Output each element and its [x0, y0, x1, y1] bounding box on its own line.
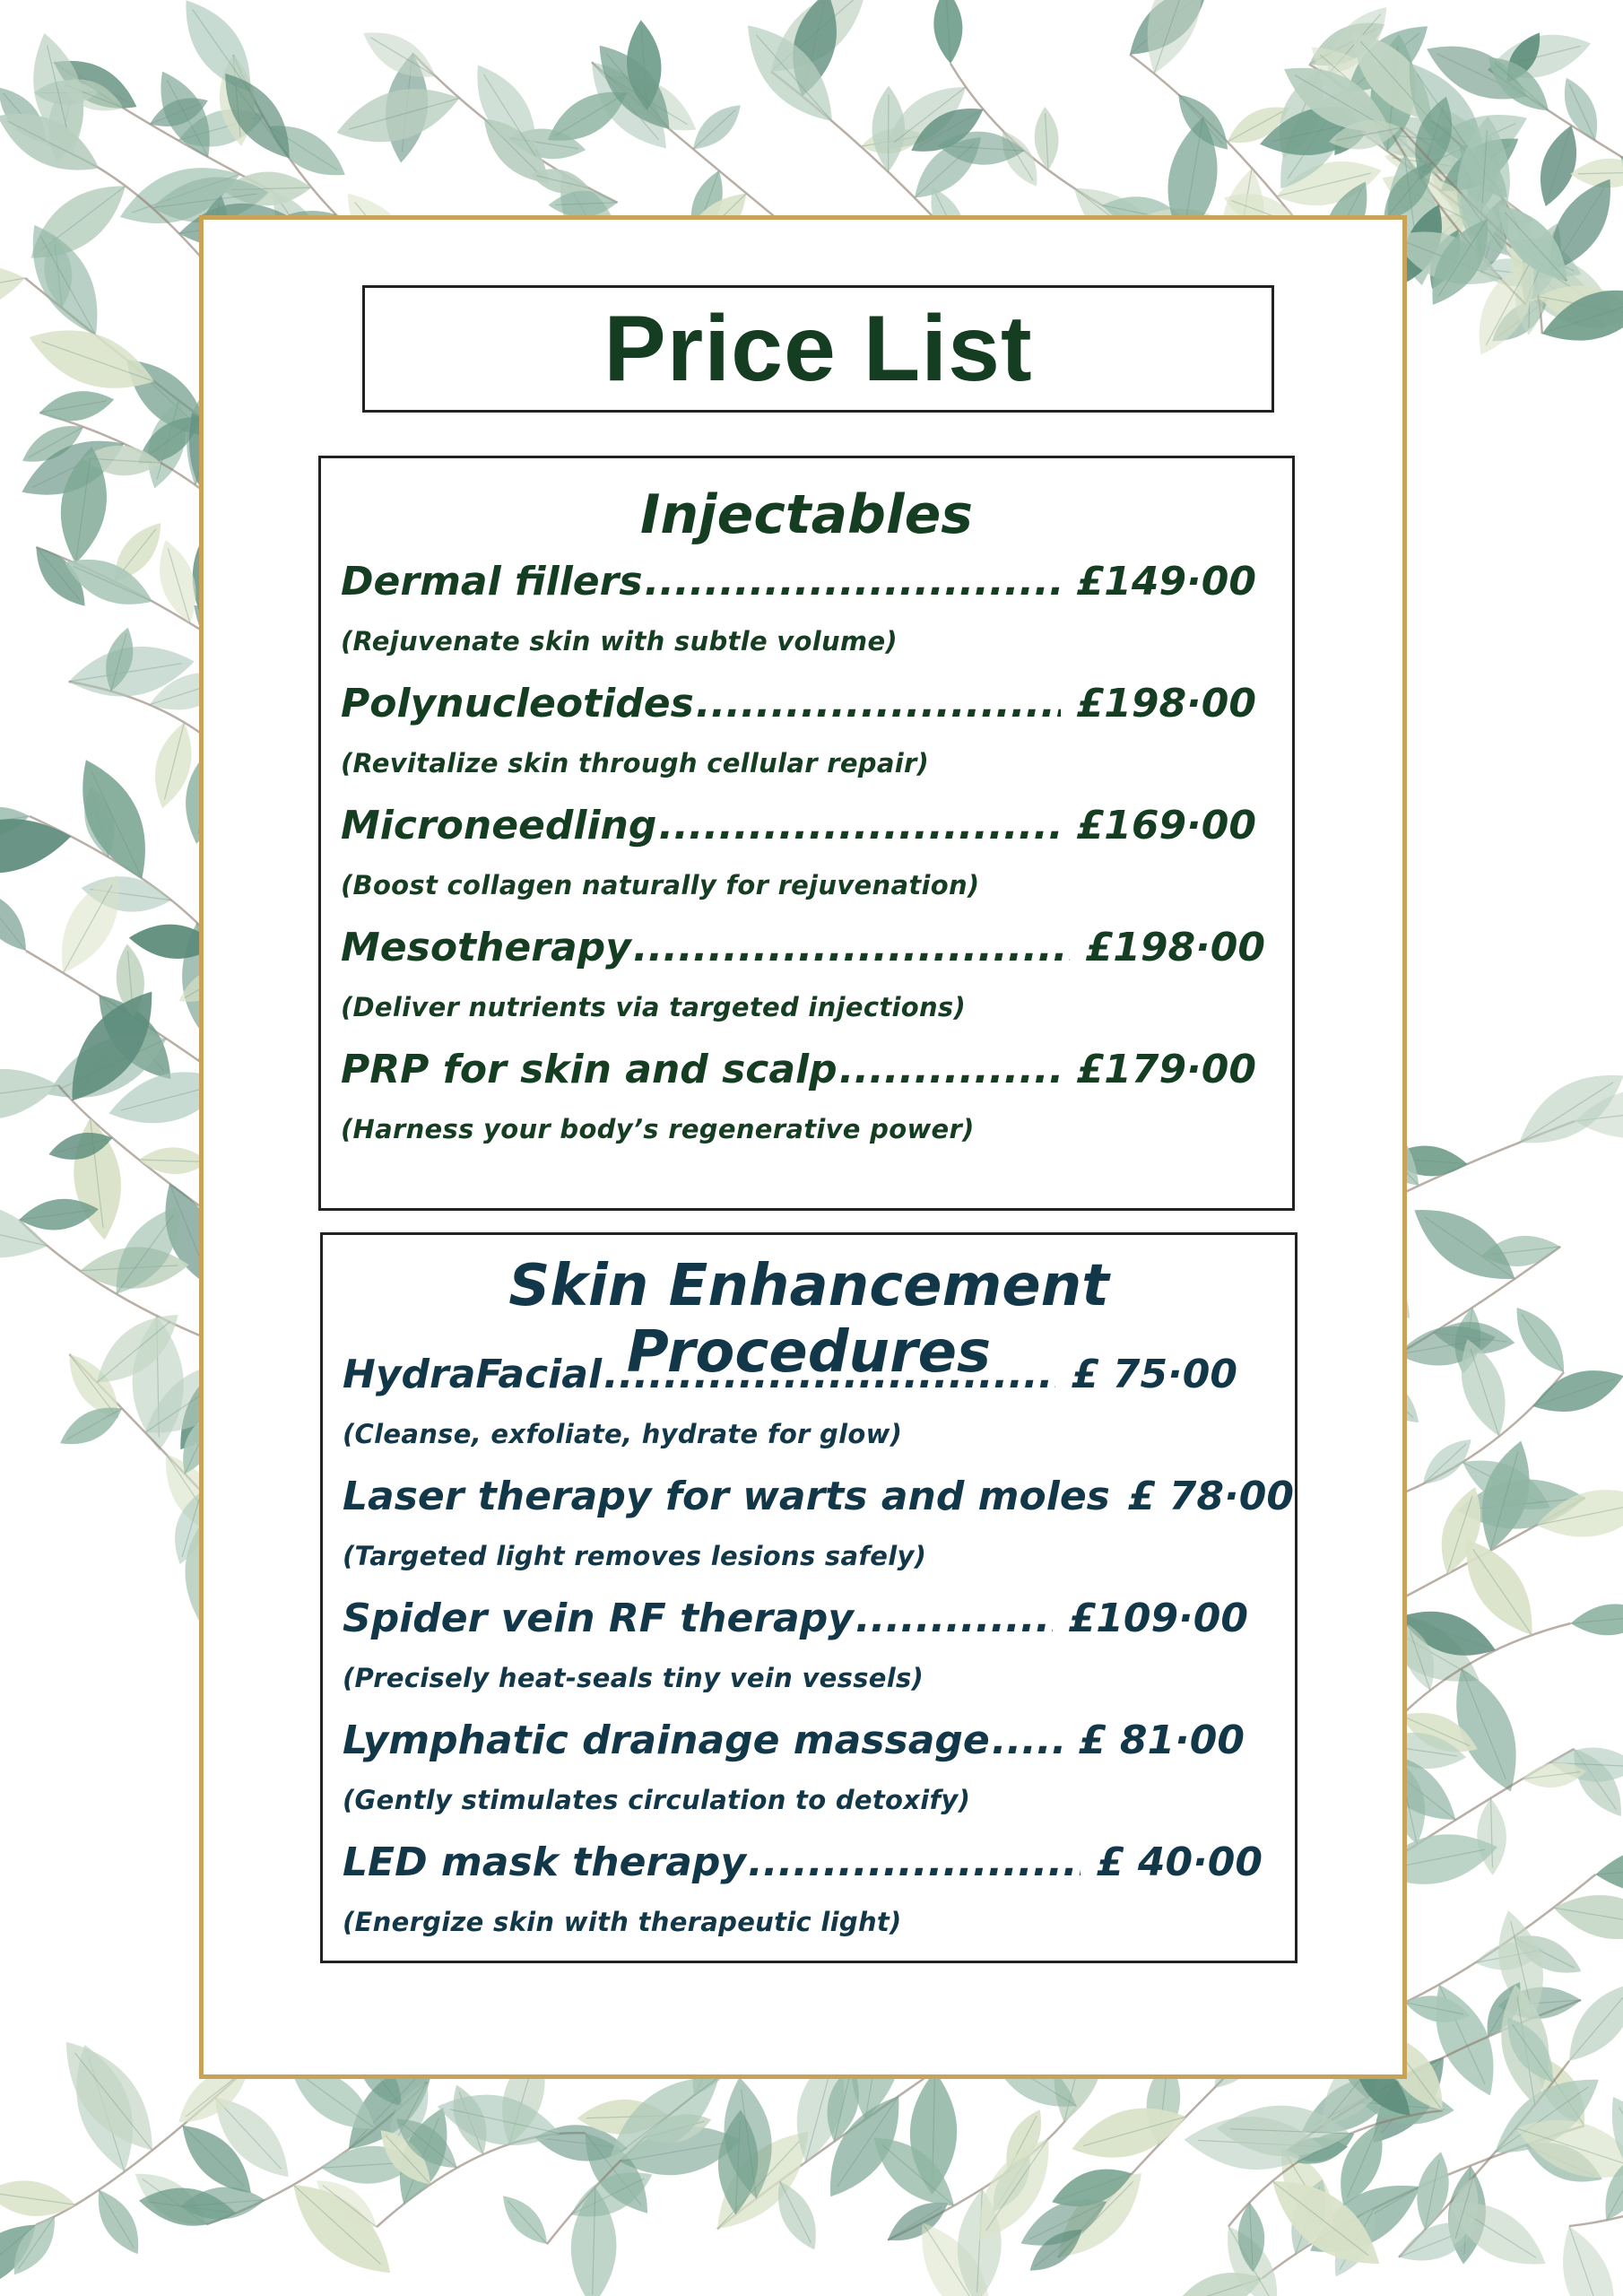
item-name: Polynucleotides	[341, 681, 694, 726]
dot-leader	[633, 925, 1070, 970]
item-description: (Deliver nutrients via targeted injections)	[341, 992, 967, 1022]
dot-leader	[645, 559, 1061, 604]
eucalyptus-leaf	[1593, 1839, 1623, 1900]
eucalyptus-leaf	[0, 2175, 78, 2222]
price-item	[343, 1839, 1263, 1937]
skin-enhancement-section	[320, 1232, 1298, 1963]
item-price: £179·00	[1076, 1047, 1256, 1092]
eucalyptus-leaf	[1549, 1887, 1623, 1948]
item-description: (Revitalize skin through cellular repair)	[341, 748, 930, 778]
item-description: (Boost collagen naturally for rejuvenation)	[341, 870, 980, 900]
eucalyptus-leaf	[0, 880, 38, 960]
item-name: HydraFacial	[343, 1352, 603, 1397]
section-heading-injectables: Injectables	[640, 483, 973, 546]
eucalyptus-leaf	[1527, 1359, 1623, 1423]
injectables-section	[318, 456, 1295, 1211]
item-description: (Rejuvenate skin with subtle volume)	[341, 626, 898, 657]
item-description: (Energize skin with therapeutic light)	[343, 1907, 902, 1937]
dot-leader	[839, 1047, 1061, 1092]
title-box	[362, 285, 1274, 413]
item-name: Dermal fillers	[341, 559, 643, 604]
price-item	[343, 1352, 1237, 1449]
section-heading-skin-enhancement: Skin Enhancement Procedures	[508, 1253, 1109, 1386]
price-item	[341, 559, 1256, 657]
price-item	[341, 681, 1256, 778]
item-description: (Targeted light removes lesions safely)	[343, 1541, 927, 1571]
item-name: PRP for skin and scalp	[341, 1047, 838, 1092]
item-description: (Cleanse, exfoliate, hydrate for glow)	[343, 1419, 903, 1449]
item-price: £ 81·00	[1078, 1718, 1245, 1763]
item-price: £ 75·00	[1071, 1352, 1237, 1397]
price-item	[341, 925, 1265, 1022]
dot-leader	[658, 803, 1060, 848]
eucalyptus-leaf	[1549, 2219, 1623, 2296]
item-price: £ 40·00	[1096, 1839, 1263, 1885]
item-price: £109·00	[1068, 1596, 1248, 1641]
dot-leader	[855, 1596, 1053, 1641]
price-item	[343, 1474, 1294, 1571]
item-price: £198·00	[1076, 681, 1256, 726]
dot-leader	[748, 1839, 1081, 1885]
item-price: £169·00	[1076, 803, 1256, 848]
item-name: Microneedling	[341, 803, 657, 848]
eucalyptus-leaf	[0, 255, 30, 324]
price-item	[343, 1596, 1248, 1693]
item-name: Laser therapy for warts and moles	[343, 1474, 1110, 1519]
eucalyptus-leaf	[1555, 1970, 1623, 2074]
item-price: £149·00	[1076, 559, 1256, 604]
price-item	[341, 1047, 1256, 1144]
dot-leader	[603, 1352, 1055, 1397]
item-name: Spider vein RF therapy	[343, 1596, 854, 1641]
item-price: £198·00	[1085, 925, 1265, 970]
item-description: (Gently stimulates circulation to detoxify)	[343, 1785, 971, 1815]
item-name: Lymphatic drainage massage	[343, 1718, 990, 1763]
price-item	[343, 1718, 1245, 1815]
item-name: Mesotherapy	[341, 925, 631, 970]
item-price: £ 78·00	[1127, 1474, 1294, 1519]
item-description: (Harness your body’s regenerative power)	[341, 1114, 975, 1144]
price-item	[341, 803, 1256, 900]
dot-leader	[696, 681, 1061, 726]
page-title: Price List	[603, 296, 1033, 401]
item-description: (Precisely heat-seals tiny vein vessels)	[343, 1663, 924, 1693]
dot-leader	[992, 1718, 1063, 1763]
item-name: LED mask therapy	[343, 1839, 747, 1885]
